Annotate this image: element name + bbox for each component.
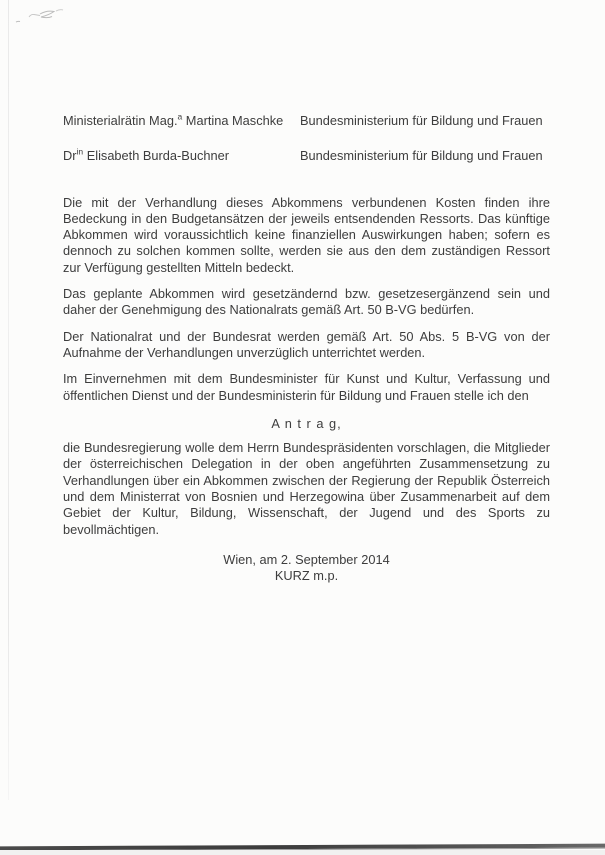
body-paragraph-nationalrat: Der Nationalrat und der Bundesrat werden gemäß Art. 50 Abs. 5 B-VG von der Aufnahme der Verhandlungen unverzüglich unterrichtet werden. [63,328,550,360]
delegate-name [63,113,300,129]
document-content [63,113,550,585]
delegate-title-superscript: a [177,111,183,122]
delegate-title: Ministerialrätin Mag. [63,113,178,128]
delegate-name-text: Martina Maschke [182,113,284,128]
signature-line: KURZ m.p. [274,568,339,584]
body-paragraph-law-amending: Das geplante Abkommen wird gesetzändernd bzw. gesetzesergänzend sein und daher der Genehmigung des Nationalrats gemäß Art. 50 B-VG bedürfen. [63,286,550,318]
body-paragraph-einvernehmen: Im Einvernehmen mit dem Bundesminister für Kunst und Kultur, Verfassung und öffentlichen Dienst und der Bundesministerin für Bildung und Frauen stelle ich den [63,371,550,403]
motion-heading: A n t r a g, [271,415,342,431]
signature-block [63,552,550,585]
scan-edge-left [8,0,9,800]
motion-body: die Bundesregierung wolle dem Herrn Bundespräsidenten vorschlagen, die Mitglieder der österreichischen Delegation in der oben angeführten Zusammensetzung zu Verhandlungen über ein Abkommen zwischen der Regierung der Republik Österreich und dem Ministerrat von Bosnien und Herzegowina über Zusammenarbeit auf dem Gebiet der Kultur, Bildung, Wissenschaft, der Jugend und des Sports zu bevollmächtigen. [63,440,550,537]
body-paragraph-costs: Die mit der Verhandlung dieses Abkommens verbundenen Kosten finden ihre Bedeckung in den Budgetansätzen der jeweils entsendenden Ressorts. Das künftige Abkommen wird voraussichtlich keine finanziellen Auswirkungen haben; sofern es dennoch zu solchen kommen sollte, werden sie aus den dem zuständigen Ressort zur Verfügung gestellten Mitteln bedeckt. [63,194,550,275]
delegate-row [63,148,550,164]
place-date-line: Wien, am 2. September 2014 [223,551,390,567]
delegate-row [63,113,550,129]
pencil-scribble-mark [12,5,72,31]
delegate-organization: Bundesministerium für Bildung und Frauen [300,113,543,128]
delegate-name-text: Elisabeth Burda-Buchner [83,148,229,164]
delegate-name [63,148,300,164]
delegate-organization: Bundesministerium für Bildung und Frauen [300,148,543,164]
delegate-title-superscript: in [76,147,84,158]
delegate-title: Dr [63,148,77,164]
scan-strip-below [0,850,605,855]
